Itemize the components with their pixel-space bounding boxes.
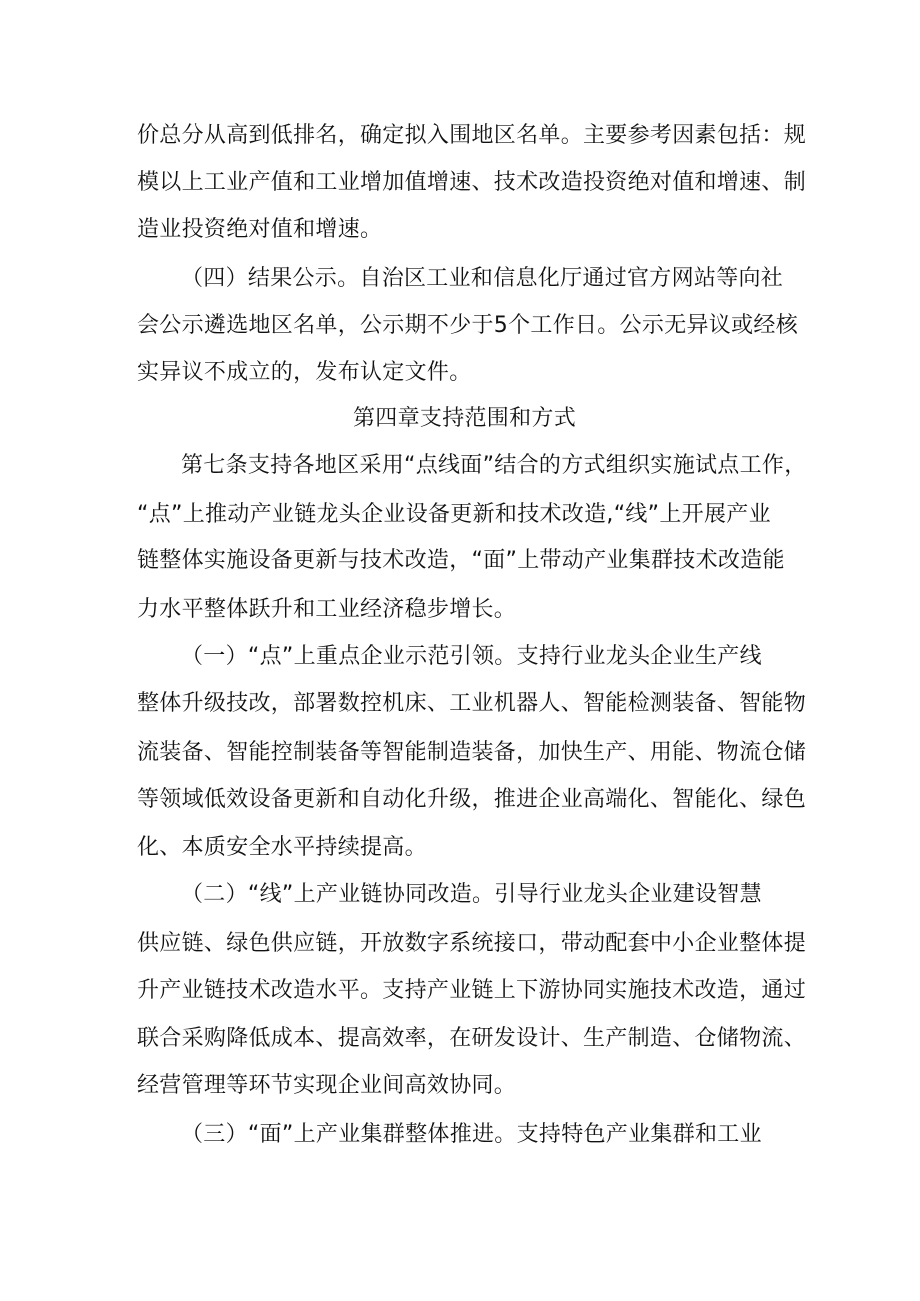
text-line: 造业投资绝对值和增速。	[137, 217, 383, 242]
text-line: （一）“点”上重点企业示范引领。支持行业龙头企业生产线	[181, 644, 762, 669]
text-line: 力水平整体跃升和工业经济稳步增长。	[137, 597, 517, 622]
text-line: “点”上推动产业链龙头企业设备更新和技术改造,“线”上开展产业	[137, 502, 771, 527]
text-line: 会公示遴选地区名单，公示期不少于5个工作日。公示无异议或经核	[137, 313, 798, 338]
chapter-heading: 第四章支持范围和方式	[353, 406, 577, 431]
text-line: （二）“线”上产业链协同改造。引导行业龙头企业建设智慧	[181, 882, 762, 907]
text-line: （三）“面”上产业集群整体推进。支持特色产业集群和工业	[181, 1122, 762, 1147]
text-line: 流装备、智能控制装备等智能制造装备，加快生产、用能、物流仓储	[137, 740, 807, 765]
text-line: （四）结果公示。自治区工业和信息化厅通过官方网站等向社	[181, 266, 784, 291]
text-line: 化、本质安全水平持续提高。	[137, 835, 427, 860]
text-line: 模以上工业产值和工业增加值增速、技术改造投资绝对值和增速、制	[137, 170, 807, 195]
text-line: 链整体实施设备更新与技术改造，“面”上带动产业集群技术改造能	[137, 548, 785, 573]
text-line: 升产业链技术改造水平。支持产业链上下游协同实施技术改造，通过	[137, 978, 807, 1003]
text-line: 联合采购降低成本、提高效率，在研发设计、生产制造、仓储物流、	[137, 1026, 807, 1051]
text-line: 经营管理等环节实现企业间高效协同。	[137, 1073, 517, 1098]
text-line: 第七条支持各地区采用“点线面”结合的方式组织实施试点工作，	[181, 453, 807, 478]
text-line: 价总分从高到低排名，确定拟入围地区名单。主要参考因素包括：规	[137, 123, 807, 148]
text-line: 整体升级技改，部署数控机床、工业机器人、智能检测装备、智能物	[137, 691, 807, 716]
text-line: 供应链、绿色供应链，开放数字系统接口，带动配套中小企业整体提	[137, 931, 807, 956]
text-line: 实异议不成立的，发布认定文件。	[137, 360, 472, 385]
text-line: 等领域低效设备更新和自动化升级，推进企业高端化、智能化、绿色	[137, 787, 807, 812]
